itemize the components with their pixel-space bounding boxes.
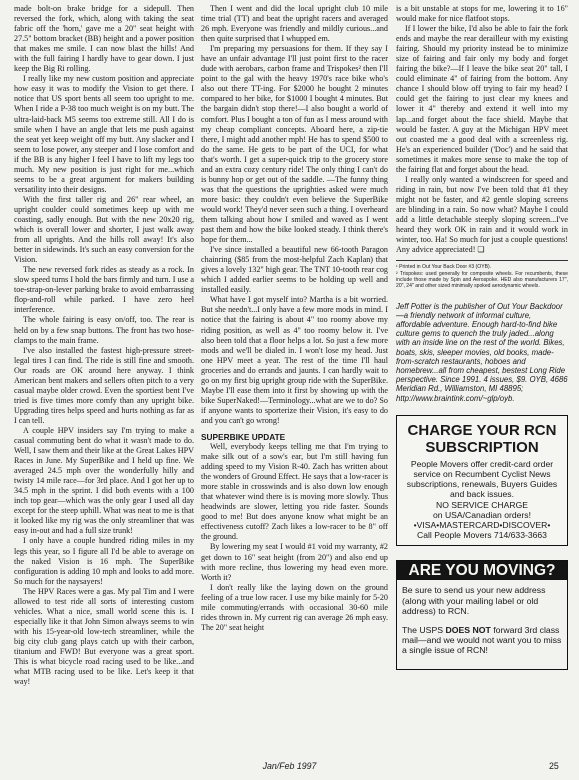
col3-paragraph-2: If I lower the bike, I'd also be able to fair the fork ends and maybe the rear derailleur with my existing fairing. Should my priority instead be to minimize size of fairing and fair only my body and forget fairing the bike?—If I leave the bike seat 20" tall, I could eliminate 4" of fairing from the bottom. Any chance I should blow off trying to fair my head? I could get the fairing to just clear my knees and lower it 4" thereby and extend it well into my lap...and forget about the face shield. Maybe that would be faster. A guy at the Michigan HPV meet out coasted me a good deal with a screenless rig. He's an experienced builder ('Doc') and he said that sometimes it makes more sense to make the top of the fairing flat and forget about the head. — [396, 24, 568, 174]
rcn-subscription-ad — [396, 415, 568, 547]
ad-body — [397, 459, 567, 546]
issue-date: Jan/Feb 1997 — [262, 761, 317, 771]
footnote-divider — [396, 260, 568, 261]
moving-notice-title: ARE YOU MOVING? — [397, 561, 567, 580]
col1-paragraph-4: The new reversed fork rides as steady as a rock. In slow speed turns I hold the bars firmly and turn. I use a toe-strap-on-lever parking brake to avoid embarrassing flop-and-roll while parked. I have zero heel interference. — [14, 265, 194, 315]
footnote-1: ¹ Printed in Out Your Back Door #3 (OYB). — [396, 264, 492, 271]
col2-paragraph-2: I'm preparing my persuasions for them. If they say I have an unfair advantage I'll just point first to the racer dude with aerobars, carbon frame and Trispokes² then I'll point to the gal with the heavy 1970's race bike who's also out there TT-ing. For $2000 he bought 2 minutes compared to her bike, for $1000 I bought 4 minutes. But the bargain didn't stop there!—I also bought a world of comfort. Plus I bought a ton of fun as I mess around with my cheap compliant concepts. Aboard here, a zip-tie there, I might add another mph! He has to spend $500 to do the same. He gets to be part of the UCI, for what that's worth. I get a super-quick trip to the grocery store and an extra cozy century ride! The only thing I can't do is bunny hop or get out of the saddle. —The funny thing was that the questions the uprighties asked were much more basic: they couldn't even believe the SuperBike would work! They'd never seen such a thing. I overheard them talking about how I smiled and waved as I went past them and how the bike looked steady. I think there's hope for them... — [201, 44, 388, 245]
col1-paragraph-6: I've also installed the fastest high-pressure street-legal tires I can find. The ride is still fine and smooth. Our roads are OK around here anyway. I think American bent makers and sellers often pitch to a very casual maybe older crowd. Even the sportiest bent I've tried is five times more comfy than any upright bike. Upgrading tires helps speed and hurts nothing as far as I can tell. — [14, 345, 194, 425]
col3-paragraph-1: is a bit unstable at stops for me, lowering it to 16" would make for nice flatfoot stops. — [396, 4, 568, 24]
ad-line: subscriptions, renewals, Buyers Guides — [406, 479, 558, 490]
page-number: 25 — [549, 761, 559, 771]
footnotes — [396, 264, 568, 289]
ad-title-line-1: CHARGE YOUR RCN — [407, 421, 557, 439]
col1-paragraph-1: made bolt-on brake bridge for a sidepull. Then reversed the fork, which, along with taking the seat fabric off the 'horn,' gave me a 20" seat height with 27.5" bottom bracket (BB) height and a power position that makes me smile. I can now blast the hills! And with the full fairing I hardly have to gear down. I just keep the Big Ri rolling. — [14, 4, 194, 74]
col2-paragraph-6: By lowering my seat I would #1 void my warranty, #2 get down to 16" seat height (from 20") and also end up with more recline, thus lowering my head even more. Worth it? — [201, 542, 388, 582]
author-bio — [396, 302, 568, 403]
col2-paragraph-5: Well, everybody keeps telling me that I'm trying to make silk out of a sow's ear, but I'm still having fun adding speed to my Vision R-40. Zach has written about the wonders of Ground Effect. He says that a low-racer is more stable in crosswinds and is also down low enough that whatever wind there is is moving more slowly. Thus headwinds are slower, letting you ride faster. Sounds good to me! But does anyone know what might be an effectiveness cutoff? Zach likes a low-racer to be 8" off the ground. — [201, 442, 388, 542]
moving-notice-para-2 — [402, 625, 562, 656]
ad-line: •VISA•MASTERCARD•DISCOVER• — [413, 520, 551, 530]
ad-line: Call People Movers 714/633-3663 — [417, 530, 547, 541]
moving-notice-emphasis: DOES NOT — [445, 624, 491, 635]
moving-notice-body — [397, 580, 567, 668]
ad-title — [397, 416, 567, 459]
ad-title-line-2: SUBSCRIPTION — [425, 438, 539, 456]
author-bio-text: Jeff Potter is the publisher of Out Your Backdoor—a friendly network of informal culture, affordable adventure. Enough hard-to-find bike culture gems to quench the truly jaded...along with an inside line on the rest of the world. Bikes, boats, skis, sleeper movies, old books, made-from-scratch restaurants, hoboes and homebrew...all from cheapest, bestest Long Ride perspective. Since 1991. 4 issues, $9. OYB, 4686 Meridian Rd., Williamston, MI 48895; http://www.braintink.com/~glp/oyb. — [396, 301, 568, 403]
column-3 — [396, 4, 568, 670]
section-heading: SUPERBIKE UPDATE — [201, 431, 286, 442]
ad-line: NO SERVICE CHARGE — [435, 499, 528, 510]
ad-line: and back issues. — [449, 489, 514, 500]
col2-paragraph-1: Then I went and did the local upright club 10 mile time trial (TT) and beat the upright racers and averaged 26 mph. Everyone was friendly and mildly curious...and then quite surprised that I whupped em. — [201, 4, 388, 44]
col2-paragraph-7: I don't really like the laying down on the ground feeling of a true low racer. I use my bike mainly for 5-20 mile commuting/errands with occasional 30-60 mile rides thrown in. My current rig can average 26 mph easy. The 20" seat height — [201, 582, 388, 632]
column-1 — [14, 4, 194, 687]
moving-notice-text-a: The USPS — [402, 624, 446, 635]
col1-paragraph-5: The whole fairing is easy on/off, too. The rear is held on by a few snap buttons. The front has two hose-clamps to the main frame. — [14, 315, 194, 345]
col1-paragraph-2: I really like my new custom position and appreciate how easy it was to modify the Vision to get there. I notice that US sport bents all seem too upright to me. When I ride a P-38 too much weight is on my butt. The ultra-laid-back M5 seems too extreme still. All I do is smile when I have an angle that lets me push against the seat yet keep weight off my butt. Any slacker and I seem to lose power, any steeper and I lose comfort and if the BB is any higher I feel I have to lift my legs too much. My new position is just right for me...which seems to be a great argument for makers building versatility into their designs. — [14, 74, 194, 194]
moving-notice-text-c: forward 3rd class mail—and we would not want you to miss a single issue of RCN! — [402, 624, 562, 656]
col1-paragraph-7: A couple HPV insiders say I'm trying to make a casual commuting bent do what it wasn't made to do. Well, I saw them and their like at the Great Lakes HPV Races in June. My SuperBike and I held up fine. We averaged 24.5 mph over the wonderfully hilly and twisty 14 mile race—for 3rd place. And I got her up to 34.5 mph in the sprint. I did both events with a 100 inch top gear—which was the only gear I used all day except for the steep uphill. What was neat to me is that it looked like my rig was the only streamliner that was easy in-out and had a full size trunk! — [14, 425, 194, 536]
col1-paragraph-8: I only have a couple hundred riding miles in my legs this year, so I figure all I'd be able to average on the naked Vision is 16 mph. The SuperBike configuration is adding 10 mph and looks to add more. So much for the naysayers! — [14, 536, 194, 586]
footnote-2: ² Trispokes: used generally for composite wheels. For recumbents, these include those made by Spin and Aerospoke. HED also manufacturers 17", 20", 24" and other sized minimally spoked aerodynamic wheels. — [396, 271, 568, 290]
col1-paragraph-9: The HPV Races were a gas. My pal Tim and I were allowed to test ride all sorts of interesting custom vehicles. What a nice, small world scene this is. I especially like it that John Simon always seems to win with his 15-year-old low-tech streamliner, while the big city club gang plays catch up with their carbon, titanium and FWD! But everyone was a great sport. This is what bicycle road racing used to be like...and what MTB racing used to be like. Let's keep it that way! — [14, 586, 194, 687]
ad-line: service on Recumbent Cyclist News — [413, 468, 551, 479]
moving-notice-para-1: Be sure to send us your new address (along with your mailing label or old address) to RCN. — [402, 585, 546, 617]
col2-paragraph-4: What have I got myself into? Martha is a bit worried. But she needn't...I only have a few more mods in mind. I notice that the fairing is about 4" too roomy above my riding position, as well as 4" too roomy below it. I've also been told that a floor helps a lot. So just a few more mods and we'll be dialed in. I won't lose my head. Just one HPV meet a year. The rest of the time I'll haul groceries and do errands and jaunts. I can hardly wait to go on my first big upright group ride with the SuperBike. Maybe I'll ease them into it first by showing up with the bike SuperNaked!—Terminology...what are we to do? So if anyone wants to sporterize their Vision, it's easy to do and you can't go wrong! — [201, 295, 388, 425]
col3-paragraph-3: I really only wanted a windscreen for speed and riding in rain, but now I've been told that #1 they might not be faster, and #2 gentle sloping screens are blinding in a rain. So now what? Maybe I could add a little detachable steeply sloping screen...I've heard they work OK in rain and it would work in winter, too. Ha! So much for just a couple questions! Any advice appreciated! ❏ — [396, 174, 568, 255]
col2-paragraph-3: I've since installed a beautiful new 66-tooth Paragon chainring ($85 from the most-helpful Zach Kaplan) that gives a lovely 132" high gear. The TNT 10-tooth rear cog which I added earlier seems to be holding up well and installed easily. — [201, 245, 388, 295]
col1-paragraph-3: With the first taller rig and 26" rear wheel, an upright coulder could sometimes keep up with me coasting, sadly enough. But with the new 20x20 rig, which is overall lower and shorter, I just walk away from all uprights. And the hills roll away! It's also better in sidewinds. It's such an easy conversion for the Vision. — [14, 194, 194, 265]
moving-notice-ad — [396, 560, 568, 669]
ad-line: on USA/Canadian orders! — [433, 509, 531, 520]
ad-line: People Movers offer credit-card order — [410, 458, 554, 469]
column-2 — [201, 4, 388, 633]
